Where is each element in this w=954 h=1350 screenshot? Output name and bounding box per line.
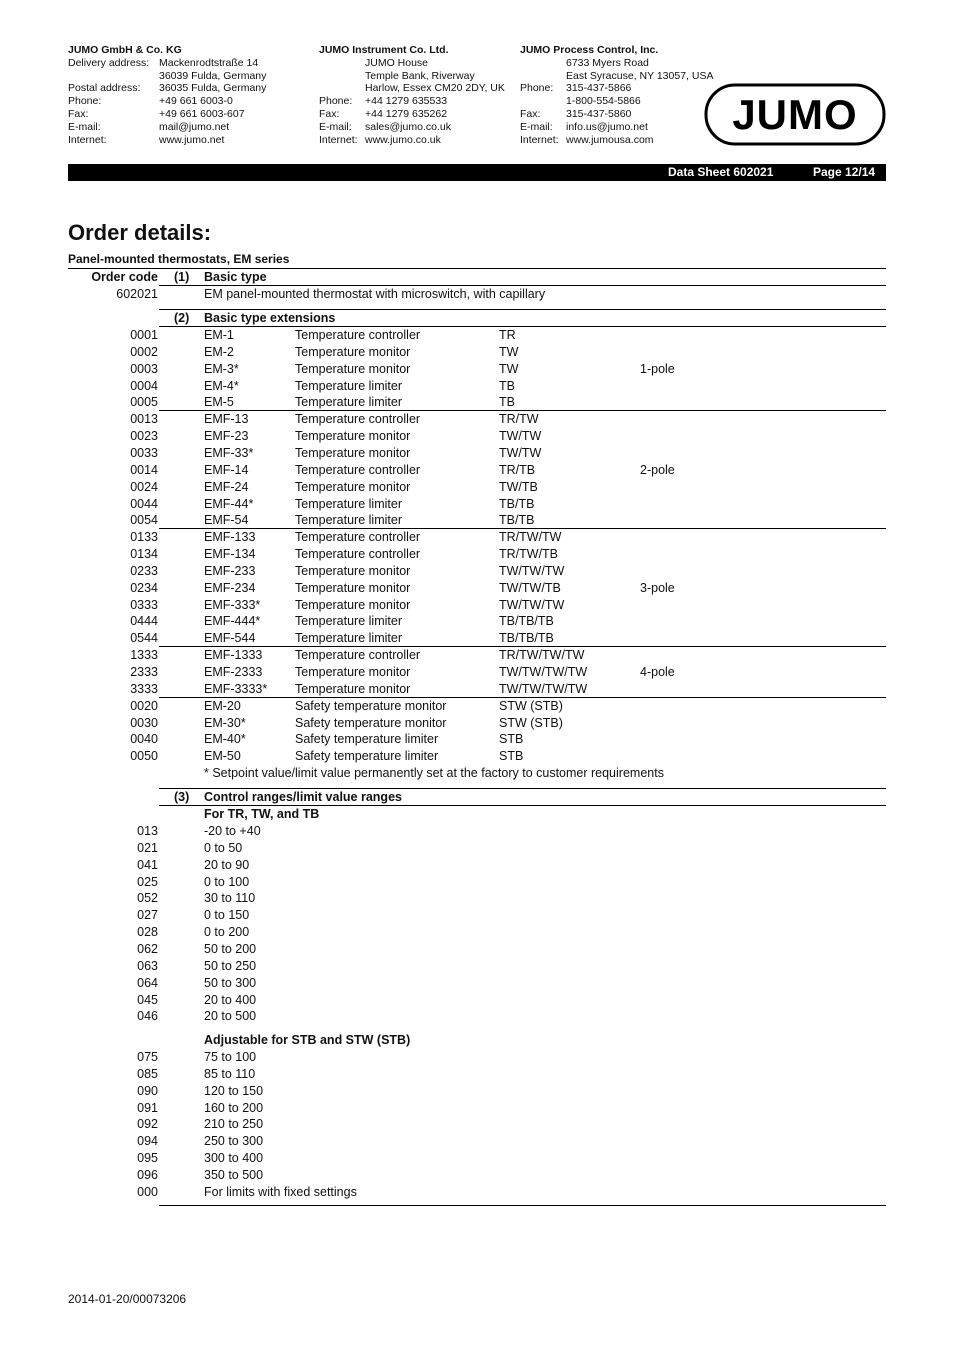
company-row <box>68 95 266 108</box>
range: 120 to 150 <box>204 1083 264 1098</box>
order-code: 0002 <box>130 344 158 359</box>
type-abbrev: TB/TB/TB <box>499 631 554 646</box>
range: 20 to 500 <box>204 1009 257 1024</box>
order-code: 0001 <box>130 328 158 342</box>
table-row <box>0 992 954 1009</box>
range: -20 to +40 <box>204 824 261 838</box>
model-name: EM-20 <box>204 698 241 713</box>
table-row <box>0 411 954 428</box>
type-abbrev: TR/TW/TW <box>499 530 562 545</box>
model-name: EMF-233 <box>204 563 256 578</box>
table-row <box>0 1116 954 1133</box>
order-code: 062 <box>137 941 158 956</box>
section-heading: Control ranges/limit value ranges <box>204 790 402 804</box>
company-row-label: Phone: <box>520 82 554 95</box>
function: Temperature monitor <box>295 344 411 359</box>
order-code: 075 <box>137 1050 158 1065</box>
type-abbrev: STB <box>499 732 524 747</box>
order-code: 3333 <box>130 681 158 696</box>
model-name: EMF-24 <box>204 479 249 494</box>
order-code: 064 <box>137 975 158 990</box>
section-number: (3) <box>174 790 190 804</box>
company-row-value: www.jumo.net <box>159 133 225 146</box>
order-code: 0013 <box>130 412 158 427</box>
company-rows <box>68 57 266 147</box>
type-abbrev: TR/TB <box>499 462 536 477</box>
order-code: 0234 <box>130 580 158 595</box>
table-row <box>0 529 954 546</box>
function: Temperature monitor <box>295 580 411 595</box>
type-abbrev: TW/TW/TW <box>499 597 565 612</box>
company-row-label <box>319 82 365 95</box>
model-name: EM-50 <box>204 749 241 764</box>
order-code: 013 <box>137 824 158 838</box>
type-abbrev: TW/TW <box>499 429 542 444</box>
table-row <box>0 698 954 715</box>
jumo-logo <box>704 83 886 146</box>
company-row <box>319 82 505 95</box>
company-row-value: Temple Bank, Riverway <box>365 69 475 82</box>
company-row-label <box>520 57 566 70</box>
table-row <box>0 327 954 344</box>
company-row-label: Fax: <box>520 107 541 120</box>
company-row-value: 36039 Fulda, Germany <box>159 69 267 82</box>
company-row-value: 315-437-5866 <box>566 82 632 95</box>
order-code: 602021 <box>116 287 158 301</box>
order-code: 0333 <box>130 597 158 612</box>
range: 0 to 150 <box>204 908 250 923</box>
function: Temperature monitor <box>295 681 411 696</box>
range: For limits with fixed settings <box>204 1184 357 1199</box>
section-header-row <box>0 310 954 327</box>
company-row-label: Internet: <box>68 133 107 146</box>
type-abbrev: TR/TW/TB <box>499 547 559 562</box>
range: 350 to 500 <box>204 1168 264 1182</box>
range: 20 to 90 <box>204 857 250 872</box>
pole-label: 2-pole <box>640 462 675 477</box>
function: Temperature limiter <box>295 631 402 646</box>
company-name: JUMO Process Control, Inc. <box>520 44 659 56</box>
type-abbrev: TB/TB/TB <box>499 614 554 629</box>
company-block-usa <box>520 44 713 146</box>
table-row <box>0 664 954 681</box>
function: Temperature monitor <box>295 665 411 679</box>
type-abbrev: TR/TW <box>499 412 539 427</box>
order-code: 090 <box>137 1083 158 1098</box>
function: Temperature limiter <box>295 395 402 410</box>
order-code: 052 <box>137 891 158 906</box>
function: Temperature controller <box>295 462 421 477</box>
function: Temperature limiter <box>295 614 402 629</box>
table-row <box>0 563 954 580</box>
table-row <box>0 1008 954 1025</box>
company-row <box>520 70 713 83</box>
company-row <box>520 82 713 95</box>
footnote: * Setpoint value/limit value permanently set at the factory to customer requirements <box>204 766 664 781</box>
company-rows <box>520 57 713 147</box>
type-abbrev: STB <box>499 749 524 764</box>
bottom-rule <box>159 1205 886 1206</box>
company-row <box>520 95 713 108</box>
range: 75 to 100 <box>204 1050 257 1065</box>
model-name: EMF-133 <box>204 530 256 545</box>
model-name: EMF-23 <box>204 429 249 444</box>
company-row-value: +44 1279 635533 <box>365 95 448 108</box>
company-row <box>319 121 505 134</box>
footnote-row <box>0 765 954 782</box>
type-abbrev: TW <box>499 361 519 376</box>
type-abbrev: TW/TB <box>499 479 538 494</box>
company-row-value: +44 1279 635262 <box>365 107 448 120</box>
company-row-label <box>520 70 566 83</box>
company-row <box>68 108 266 121</box>
table-row <box>0 857 954 874</box>
pole-label: 4-pole <box>640 665 675 679</box>
company-row-label: Phone: <box>319 95 353 108</box>
company-row <box>319 108 505 121</box>
company-row-label: Internet: <box>319 133 358 146</box>
company-row-value: 1-800-554-5866 <box>566 95 641 108</box>
model-name: EMF-134 <box>204 547 256 562</box>
company-row-value: sales@jumo.co.uk <box>365 120 451 133</box>
table-row <box>0 748 954 765</box>
footer-doc-id: 2014-01-20/00073206 <box>68 1292 187 1306</box>
type-abbrev: TW/TW/TB <box>499 580 561 595</box>
function: Temperature monitor <box>295 563 411 578</box>
page-subtitle: Panel-mounted thermostats, EM series <box>68 252 290 266</box>
order-code: 0050 <box>130 749 158 764</box>
order-code: 0544 <box>130 631 158 646</box>
order-code: 041 <box>137 857 158 872</box>
page-title: Order details: <box>68 220 212 245</box>
company-row <box>520 108 713 121</box>
company-row-label <box>319 57 365 70</box>
section-header-row <box>0 269 954 286</box>
table-row <box>0 286 954 303</box>
order-code: 021 <box>137 840 158 855</box>
function: Temperature controller <box>295 530 421 545</box>
function: Temperature monitor <box>295 445 411 460</box>
company-row-value: mail@jumo.net <box>159 120 230 133</box>
company-row <box>68 57 266 70</box>
table-row <box>0 681 954 698</box>
order-code: 092 <box>137 1117 158 1132</box>
model-name: EMF-33* <box>204 445 254 460</box>
company-row-value: JUMO House <box>365 56 429 69</box>
company-row <box>68 121 266 134</box>
table-row <box>0 1167 954 1184</box>
table-row <box>0 1049 954 1066</box>
range: 0 to 100 <box>204 874 250 889</box>
order-code: 0040 <box>130 732 158 747</box>
model-name: EM-40* <box>204 732 246 747</box>
order-code: 046 <box>137 1009 158 1024</box>
table-row <box>0 344 954 361</box>
table-row <box>0 394 954 411</box>
order-code: 0030 <box>130 715 158 730</box>
function: Safety temperature limiter <box>295 749 439 764</box>
function: Safety temperature monitor <box>295 698 447 713</box>
range: 0 to 50 <box>204 840 243 855</box>
range: 250 to 300 <box>204 1134 264 1149</box>
type-abbrev: TB <box>499 378 515 393</box>
order-code: 0233 <box>130 563 158 578</box>
company-row-label <box>319 70 365 83</box>
company-row-label: E-mail: <box>319 120 352 133</box>
type-abbrev: TW/TW/TW <box>499 563 565 578</box>
table-row <box>0 840 954 857</box>
table-row <box>0 445 954 462</box>
table-row <box>0 613 954 630</box>
table-row <box>0 975 954 992</box>
function: Temperature controller <box>295 547 421 562</box>
section-header-row <box>0 789 954 806</box>
function: Temperature limiter <box>295 513 402 528</box>
company-row <box>68 82 266 95</box>
company-row-label: Internet: <box>520 133 559 146</box>
type-abbrev: TW/TW/TW/TW <box>499 665 588 679</box>
range: 0 to 200 <box>204 925 250 940</box>
company-block-uk <box>319 44 505 146</box>
table-row <box>0 496 954 513</box>
table-row <box>0 580 954 597</box>
range: 50 to 200 <box>204 941 257 956</box>
company-row-value: Mackenrodtstraße 14 <box>159 56 259 69</box>
model-name: EMF-3333* <box>204 681 268 696</box>
company-row-value: 36035 Fulda, Germany <box>159 82 267 95</box>
order-code: 0444 <box>130 614 158 629</box>
subheading-row <box>0 806 954 823</box>
order-code: 000 <box>137 1184 158 1199</box>
company-row-value: Harlow, Essex CM20 2DY, UK <box>365 82 505 95</box>
order-code: 025 <box>137 874 158 889</box>
order-code: 0014 <box>130 462 158 477</box>
company-row <box>319 70 505 83</box>
section-number: (2) <box>174 311 190 325</box>
company-row <box>68 134 266 147</box>
type-abbrev: TW/TW/TW/TW <box>499 681 588 696</box>
model-name: EM-5 <box>204 395 234 410</box>
company-row-value: 6733 Myers Road <box>566 56 649 69</box>
type-abbrev: TB <box>499 395 515 410</box>
table-row <box>0 1100 954 1117</box>
function: Temperature controller <box>295 328 421 342</box>
pole-label: 3-pole <box>640 580 675 595</box>
company-row-value: 315-437-5860 <box>566 107 632 120</box>
function: Temperature controller <box>295 648 421 663</box>
company-name: JUMO GmbH & Co. KG <box>68 44 182 56</box>
company-row <box>319 57 505 70</box>
model-name: EMF-2333 <box>204 665 263 679</box>
order-code-label: Order code <box>91 270 158 284</box>
table-row <box>0 546 954 563</box>
order-code: 085 <box>137 1066 158 1081</box>
range: 210 to 250 <box>204 1117 264 1132</box>
table-row <box>0 630 954 647</box>
company-row-label <box>520 95 566 108</box>
description: EM panel-mounted thermostat with microswitch, with capillary <box>204 287 546 301</box>
table-row <box>0 1184 954 1201</box>
company-row-value: +49 661 6003-0 <box>159 95 233 108</box>
function: Temperature monitor <box>295 597 411 612</box>
table-row <box>0 512 954 529</box>
order-code: 0033 <box>130 445 158 460</box>
model-name: EMF-14 <box>204 462 249 477</box>
subheading: For TR, TW, and TB <box>204 807 320 821</box>
company-row-label <box>68 70 159 83</box>
table-row <box>0 647 954 664</box>
range: 85 to 110 <box>204 1066 256 1081</box>
function: Temperature limiter <box>295 378 402 393</box>
range: 50 to 250 <box>204 958 257 973</box>
table-row <box>0 479 954 496</box>
company-row-label: Delivery address: <box>68 56 150 69</box>
model-name: EMF-333* <box>204 597 261 612</box>
order-code: 0134 <box>130 547 158 562</box>
order-code: 0004 <box>130 378 158 393</box>
company-row-label: Fax: <box>68 107 89 120</box>
order-code: 028 <box>137 925 158 940</box>
order-code: 0020 <box>130 698 158 713</box>
order-code: 027 <box>137 908 158 923</box>
table-row <box>0 428 954 445</box>
data-sheet-label: Data Sheet 602021 <box>668 165 774 179</box>
order-code: 0044 <box>130 496 158 511</box>
table-row <box>0 1083 954 1100</box>
table-row <box>0 361 954 378</box>
order-code: 096 <box>137 1168 158 1182</box>
section-heading: Basic type <box>204 270 267 284</box>
model-name: EMF-1333 <box>204 648 263 663</box>
order-code: 063 <box>137 958 158 973</box>
order-code: 094 <box>137 1134 158 1149</box>
type-abbrev: TR <box>499 328 516 342</box>
order-code: 0005 <box>130 395 158 410</box>
company-row-label: E-mail: <box>68 120 101 133</box>
section-number: (1) <box>174 270 190 284</box>
table-row <box>0 462 954 479</box>
subheading: Adjustable for STB and STW (STB) <box>204 1033 411 1048</box>
logo-text: JUMO <box>732 91 858 138</box>
section-heading: Basic type extensions <box>204 311 336 325</box>
model-name: EMF-544 <box>204 631 256 646</box>
function: Safety temperature limiter <box>295 732 439 747</box>
header-bar <box>68 164 886 181</box>
order-code: 2333 <box>130 665 158 679</box>
table-row <box>0 874 954 891</box>
model-name: EM-3* <box>204 361 239 376</box>
range: 50 to 300 <box>204 975 257 990</box>
company-row <box>68 70 266 83</box>
model-name: EM-1 <box>204 328 234 342</box>
table-row <box>0 597 954 614</box>
company-row <box>520 121 713 134</box>
type-abbrev: STW (STB) <box>499 698 563 713</box>
model-name: EMF-13 <box>204 412 249 427</box>
order-code: 091 <box>137 1100 158 1115</box>
order-code: 0023 <box>130 429 158 444</box>
type-abbrev: TR/TW/TW/TW <box>499 648 585 663</box>
table-row <box>0 715 954 732</box>
subheading-row <box>0 1032 954 1049</box>
company-row <box>319 134 505 147</box>
company-row-value: +49 661 6003-607 <box>159 107 245 120</box>
company-row-label: E-mail: <box>520 120 553 133</box>
company-row-value: East Syracuse, NY 13057, USA <box>566 69 714 82</box>
order-code: 045 <box>137 992 158 1007</box>
type-abbrev: TW <box>499 344 519 359</box>
function: Safety temperature monitor <box>295 715 447 730</box>
model-name: EMF-54 <box>204 513 249 528</box>
table-row <box>0 958 954 975</box>
range: 20 to 400 <box>204 992 257 1007</box>
model-name: EM-4* <box>204 378 239 393</box>
model-name: EMF-234 <box>204 580 256 595</box>
company-row-value: www.jumo.co.uk <box>365 133 441 146</box>
function: Temperature monitor <box>295 361 411 376</box>
table-row <box>0 378 954 395</box>
order-code: 0054 <box>130 513 158 528</box>
table-row <box>0 907 954 924</box>
company-row-value: www.jumousa.com <box>566 133 654 146</box>
table-row <box>0 823 954 840</box>
function: Temperature controller <box>295 412 421 427</box>
function: Temperature limiter <box>295 496 402 511</box>
function: Temperature monitor <box>295 479 411 494</box>
company-name: JUMO Instrument Co. Ltd. <box>319 44 449 56</box>
type-abbrev: STW (STB) <box>499 715 563 730</box>
table-row <box>0 941 954 958</box>
company-row-label: Fax: <box>319 107 340 120</box>
company-row-label: Postal address: <box>68 82 141 95</box>
type-abbrev: TB/TB <box>499 496 535 511</box>
company-row <box>319 95 505 108</box>
page-number: Page 12/14 <box>813 165 876 179</box>
order-code: 0003 <box>130 361 158 376</box>
company-row <box>520 134 713 147</box>
table-row <box>0 1066 954 1083</box>
company-block-germany <box>68 44 266 146</box>
pole-label: 1-pole <box>640 361 675 376</box>
type-abbrev: TW/TW <box>499 445 542 460</box>
model-name: EM-2 <box>204 344 234 359</box>
table-row <box>0 890 954 907</box>
model-name: EMF-44* <box>204 496 254 511</box>
table-row <box>0 1133 954 1150</box>
company-rows <box>319 57 505 147</box>
range: 300 to 400 <box>204 1151 264 1166</box>
model-name: EM-30* <box>204 715 246 730</box>
order-code: 0024 <box>130 479 158 494</box>
company-row-value: info.us@jumo.net <box>566 120 648 133</box>
table-row <box>0 924 954 941</box>
range: 30 to 110 <box>204 891 256 906</box>
order-code: 1333 <box>130 648 158 663</box>
company-row-label: Phone: <box>68 95 102 108</box>
table-row <box>0 731 954 748</box>
table-row <box>0 1150 954 1167</box>
function: Temperature monitor <box>295 429 411 444</box>
order-code: 0133 <box>130 530 158 545</box>
company-row <box>520 57 713 70</box>
type-abbrev: TB/TB <box>499 513 535 528</box>
model-name: EMF-444* <box>204 614 261 629</box>
order-code: 095 <box>137 1151 158 1166</box>
range: 160 to 200 <box>204 1100 264 1115</box>
